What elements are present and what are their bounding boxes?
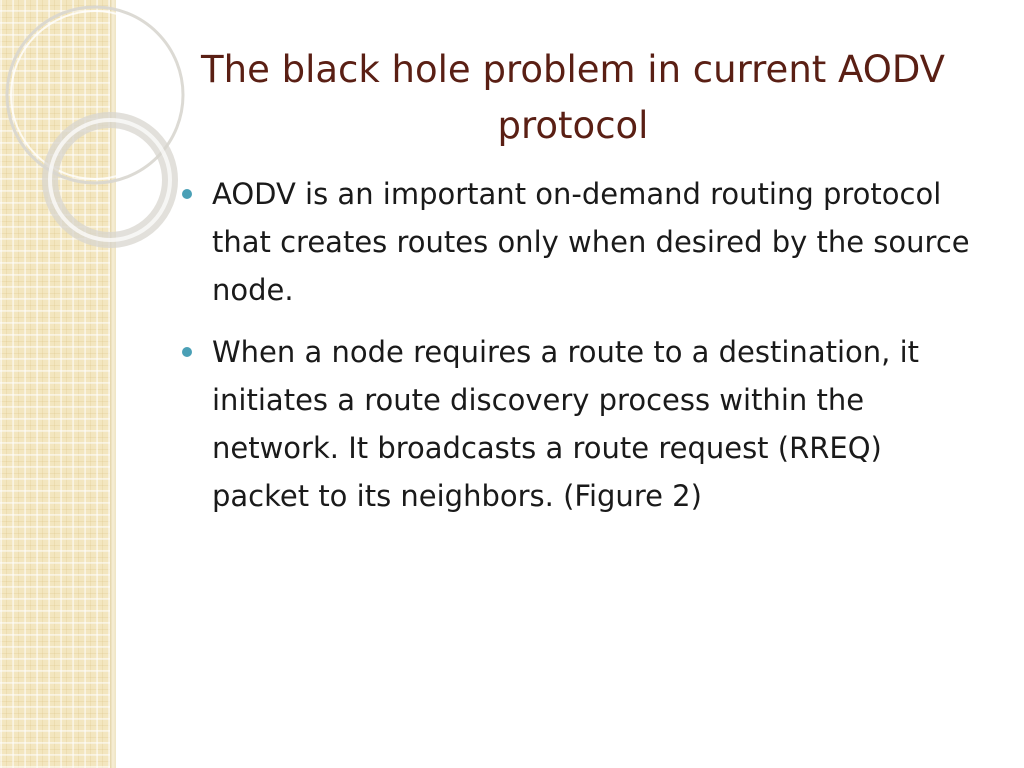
bullet-item: [180, 170, 980, 314]
bullet-list: [180, 170, 980, 534]
bullet-text: AODV is an important on-demand routing protocol that creates routes only when desired by the source node.: [212, 177, 970, 307]
decorative-circles: [0, 0, 140, 260]
bullet-text: When a node requires a route to a destination, it initiates a route discovery process within the network. It broadcasts a route request (RREQ) packet to its neighbors. (Figure 2): [212, 335, 920, 513]
bullet-dot-icon: [182, 189, 192, 199]
bullet-dot-icon: [182, 347, 192, 357]
bullet-item: [180, 328, 980, 520]
slide-title: The black hole problem in current AODV protocol: [201, 48, 945, 147]
